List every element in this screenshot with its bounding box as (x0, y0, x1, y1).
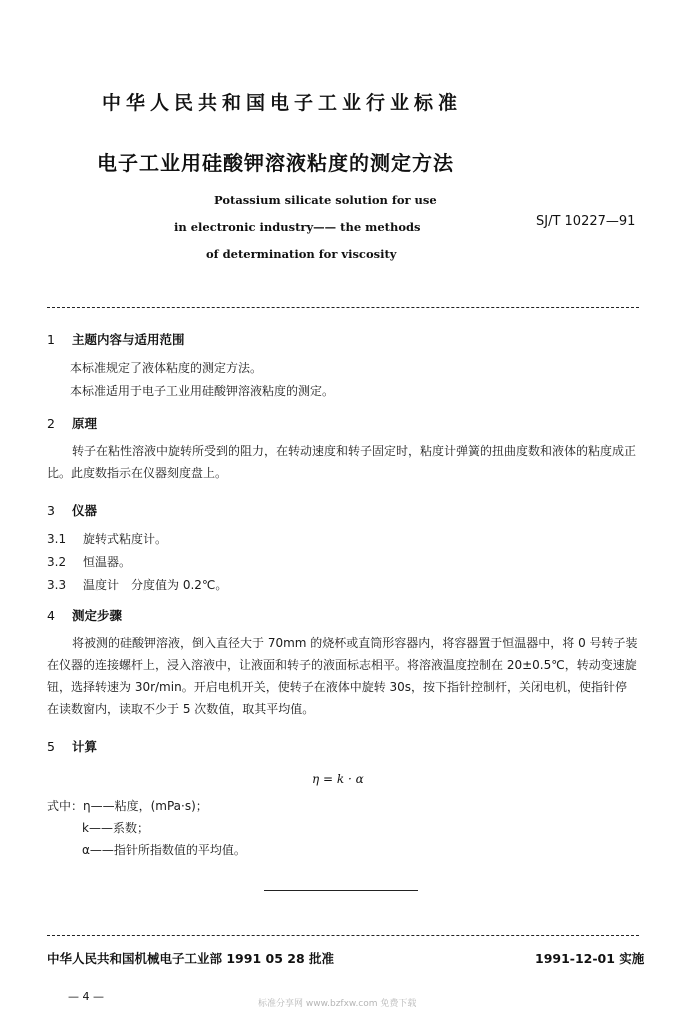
section-number: 3 (47, 503, 55, 518)
section-3-item-2 (47, 553, 131, 570)
item-number: 3.3 (47, 578, 67, 592)
header-divider (47, 307, 639, 308)
section-number: 1 (47, 332, 55, 347)
standard-number: SJ/T 10227—91 (536, 214, 636, 229)
item-number: 3.2 (47, 555, 67, 569)
section-4-heading (47, 606, 122, 624)
english-title-line-1: Potassium silicate solution for use (214, 193, 437, 207)
item-text: 旋转式粘度计。 (83, 532, 168, 546)
item-text: 恒温器。 (83, 555, 132, 569)
section-title: 仪器 (72, 503, 98, 518)
page-number: — 4 — (68, 990, 104, 1003)
section-title: 计算 (72, 739, 98, 754)
section-number: 2 (47, 416, 55, 431)
section-title: 测定步骤 (72, 608, 123, 623)
section-2-heading (47, 414, 97, 432)
document-title: 电子工业用硅酸钾溶液粘度的测定方法 (97, 151, 454, 175)
english-title-line-2: in electronic industry—— the methods (174, 220, 421, 234)
item-text: 温度计 分度值为 0.2℃。 (83, 578, 228, 592)
watermark: 标准分享网 www.bzfxw.com 免费下载 (258, 999, 417, 1009)
end-of-text-rule (264, 890, 418, 891)
formula-where-line-2: k——系数； (82, 821, 149, 835)
section-4-paragraph: 将被测的硅酸钾溶液，倒入直径大于 70mm 的烧杯或直筒形容器内，将容器置于恒温器中，将 0 号转子装在仪器的连接螺杆上，浸入溶液中，让液面和转子的液面标志相平。将溶液温度控制在 20±0.5℃，转动变速旋钮，选择转速为 30r/min。开启电机开关，使转子在液体中旋转 30s，按下指针控制杆，关闭电机，使指针停在读数窗内，读取不少于 5 次数值，取其平均值。 (47, 636, 638, 716)
section-number: 4 (47, 608, 55, 623)
formula-where-line-3: α——指针所指数值的平均值。 (82, 843, 246, 857)
formula-where-line-1: 式中：η——粘度，(mPa·s)； (47, 799, 208, 813)
issuer-header: 中华人民共和国电子工业行业标准 (102, 92, 463, 114)
section-3-heading (47, 501, 97, 519)
viscosity-formula: η = k · α (312, 772, 364, 786)
section-number: 5 (47, 739, 55, 754)
section-1-line-1: 本标准规定了液体粘度的测定方法。 (70, 361, 263, 375)
section-1-line-2: 本标准适用于电子工业用硅酸钾溶液粘度的测定。 (70, 384, 335, 398)
section-2-paragraph: 转子在粘性溶液中旋转所受到的阻力，在转动速度和转子固定时，粘度计弹簧的扭曲度数和液体的粘度成正比。此度数指示在仪器刻度盘上。 (47, 444, 637, 480)
footer-divider (47, 935, 639, 936)
section-3-item-3 (47, 576, 227, 593)
section-5-heading (47, 737, 97, 755)
section-title: 原理 (72, 416, 98, 431)
item-number: 3.1 (47, 532, 67, 546)
approval-info: 中华人民共和国机械电子工业部 1991 05 28 批准 (47, 951, 334, 966)
implementation-date: 1991-12-01 实施 (535, 951, 645, 966)
section-3-item-1 (47, 530, 167, 547)
section-title: 主题内容与适用范围 (72, 332, 185, 347)
section-1-heading (47, 330, 185, 348)
english-title-line-3: of determination for viscosity (206, 247, 397, 261)
